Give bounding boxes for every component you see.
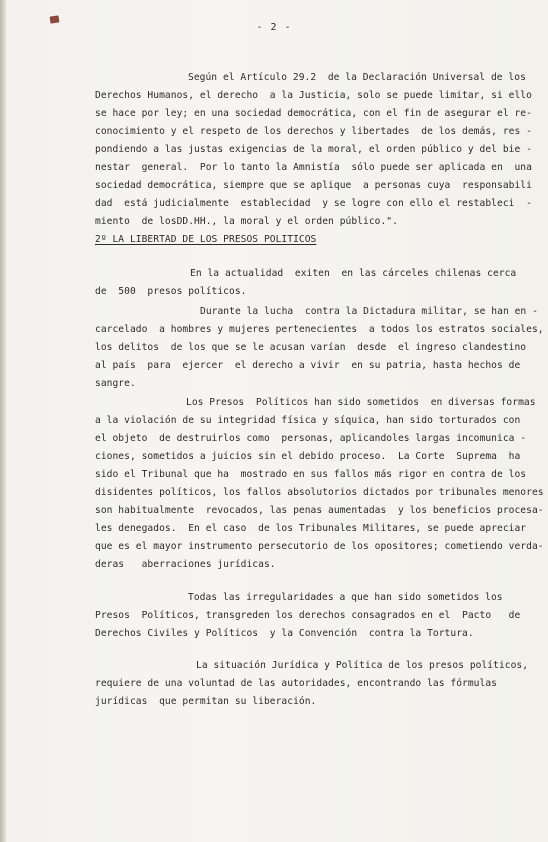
paragraph-3-line: carcelado a hombres y mujeres pertenecientes a todos los estratos sociales, [95, 324, 544, 335]
paragraph-4-line: a la violación de su integridad física y síquica, han sido torturados con [95, 415, 521, 426]
paragraph-3-line: los delitos de los que se le acusan varían desde el ingreso clandestino [95, 342, 527, 353]
paragraph-1-line: Según el Artículo 29.2 de la Declaración Universal de los [188, 72, 526, 83]
paragraph-2-line: de 500 presos políticos. [95, 286, 247, 297]
paragraph-4-line: que es el mayor instrumento persecutorio de los opositores; cometiendo verda- [95, 541, 544, 552]
page-number: - 2 - [256, 22, 292, 33]
section-heading: 2º LA LIBERTAD DE LOS PRESOS POLITICOS [95, 234, 317, 245]
paragraph-3-line: sangre. [95, 378, 136, 389]
paragraph-4-line: el objeto de destruirlos como personas, aplicandoles largas incomunica - [95, 433, 527, 444]
paragraph-3-line: al país para ejercer el derecho a vivir en su patria, hasta hechos de [95, 360, 521, 371]
paragraph-6-line: jurídicas que permitan su liberación. [95, 696, 317, 707]
paragraph-1-line: dad está judicialmente establecidad y se logre con ello el restableci - [95, 198, 532, 209]
paragraph-1-line: pondiendo a las justas exigencias de la moral, el orden público y del bie - [95, 144, 532, 155]
paragraph-4-line: son habitualmente revocados, las penas aumentadas y los beneficios procesa- [95, 505, 544, 516]
paragraph-4-line: deras aberraciones jurídicas. [95, 559, 276, 570]
paragraph-6-line: requiere de una voluntad de las autoridades, encontrando las fórmulas [95, 678, 497, 689]
paragraph-1-line: nestar general. Por lo tanto la Amnistía sólo puede ser aplicada en una [95, 162, 532, 173]
paragraph-4-line: ciones, sometidos a juicios sin el debido proceso. La Corte Suprema ha [95, 451, 521, 462]
page-edge-shadow [0, 0, 6, 842]
paragraph-1-line: se hace por ley; en una sociedad democrática, con el fin de asegurar el re- [95, 108, 532, 119]
paragraph-4-line: les denegados. En el caso de los Tribunales Militares, se puede apreciar [95, 523, 527, 534]
paragraph-3-line: Durante la lucha contra la Dictadura militar, se han en - [200, 306, 538, 317]
paragraph-2-line: En la actualidad exiten en las cárceles chilenas cerca [190, 268, 517, 279]
paragraph-4-line: disidentes políticos, los fallos absolutorios dictados por tribunales menores [95, 487, 544, 498]
paragraph-6-line: La situación Jurídica y Política de los presos políticos, [196, 660, 529, 671]
paragraph-5-line: Presos Políticos, transgreden los derechos consagrados en el Pacto de [95, 610, 521, 621]
paragraph-1-line: conocimiento y el respeto de los derechos y libertades de los demás, res - [95, 126, 532, 137]
paragraph-5-line: Todas las irregularidades a que han sido sometidos los [188, 592, 503, 603]
paragraph-4-line: Los Presos Políticos han sido sometidos en diversas formas [186, 397, 536, 408]
paragraph-5-line: Derechos Civiles y Políticos y la Convención contra la Tortura. [95, 628, 474, 639]
paragraph-1-line: Derechos Humanos, el derecho a la Justicia, solo se puede limitar, si ello [95, 90, 532, 101]
paragraph-4-line: sido el Tribunal que ha mostrado en sus fallos más rigor en contra de los [95, 469, 527, 480]
paragraph-1-line: miento de losDD.HH., la moral y el orden público.". [95, 216, 398, 227]
paragraph-1-line: sociedad democrática, siempre que se aplique a personas cuya responsabili [95, 180, 532, 191]
